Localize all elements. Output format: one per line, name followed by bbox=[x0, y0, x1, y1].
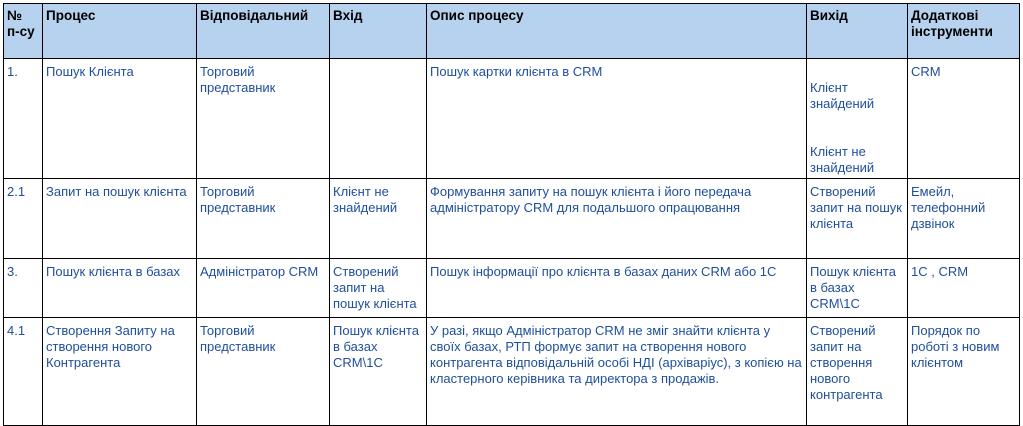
cell-input: Пошук клієнта в базах CRM\1C bbox=[330, 318, 427, 426]
table-row bbox=[4, 59, 1020, 179]
cell-description: Формування запиту на пошук клієнта і його передача адміністратору CRM для подальшого опрацювання bbox=[427, 179, 807, 259]
cell-process: Запит на пошук клієнта bbox=[43, 179, 197, 259]
cell-input bbox=[330, 59, 427, 179]
cell-tools: 1С , CRM bbox=[908, 259, 1020, 318]
process-table bbox=[3, 3, 1020, 426]
header-row bbox=[4, 4, 1020, 59]
cell-number: 1. bbox=[4, 59, 43, 179]
table-row bbox=[4, 179, 1020, 259]
table-body bbox=[4, 59, 1020, 426]
cell-output: Створений запит на пошук клієнта bbox=[807, 179, 908, 259]
table-row bbox=[4, 318, 1020, 426]
header-process: Процес bbox=[43, 4, 197, 59]
cell-process: Створення Запиту на створення нового Контрагента bbox=[43, 318, 197, 426]
output-spacer bbox=[810, 112, 904, 128]
output-option-found: Клієнт знайдений bbox=[810, 80, 875, 111]
header-input: Вхід bbox=[330, 4, 427, 59]
cell-number: 4.1 bbox=[4, 318, 43, 426]
header-responsible: Відповідальний bbox=[197, 4, 330, 59]
cell-process: Пошук клієнта в базах bbox=[43, 259, 197, 318]
cell-responsible: Торговий представник bbox=[197, 318, 330, 426]
table-header bbox=[4, 4, 1020, 59]
header-number: № п-су bbox=[4, 4, 43, 59]
output-option-not-found: Клієнт не знайдений bbox=[810, 144, 875, 175]
cell-number: 3. bbox=[4, 259, 43, 318]
cell-responsible: Адміністратор CRM bbox=[197, 259, 330, 318]
cell-output bbox=[807, 59, 908, 179]
cell-output: Створений запит на створення нового контрагента bbox=[807, 318, 908, 426]
cell-description: Пошук інформації про клієнта в базах даних CRM або 1С bbox=[427, 259, 807, 318]
header-tools: Додаткові інструменти bbox=[908, 4, 1020, 59]
cell-tools: Емейл, телефонний дзвінок bbox=[908, 179, 1020, 259]
cell-description: Пошук картки клієнта в CRM bbox=[427, 59, 807, 179]
cell-tools: Порядок по роботі з новим клієнтом bbox=[908, 318, 1020, 426]
cell-input: Створений запит на пошук клієнта bbox=[330, 259, 427, 318]
cell-number: 2.1 bbox=[4, 179, 43, 259]
cell-tools: CRM bbox=[908, 59, 1020, 179]
table-row bbox=[4, 259, 1020, 318]
cell-responsible: Торговий представник bbox=[197, 59, 330, 179]
cell-process: Пошук Клієнта bbox=[43, 59, 197, 179]
header-output: Вихід bbox=[807, 4, 908, 59]
header-description: Опис процесу bbox=[427, 4, 807, 59]
cell-responsible: Торговий представник bbox=[197, 179, 330, 259]
cell-output: Пошук клієнта в базах CRM\1C bbox=[807, 259, 908, 318]
cell-input: Клієнт не знайдений bbox=[330, 179, 427, 259]
cell-description: У разі, якщо Адміністратор CRM не зміг знайти клієнта у своїх базах, РТП формує запит на створення нового контрагента відповідальній особі НДІ (архіваріус), з копією на кластерного керівника та директора з продажів. bbox=[427, 318, 807, 426]
